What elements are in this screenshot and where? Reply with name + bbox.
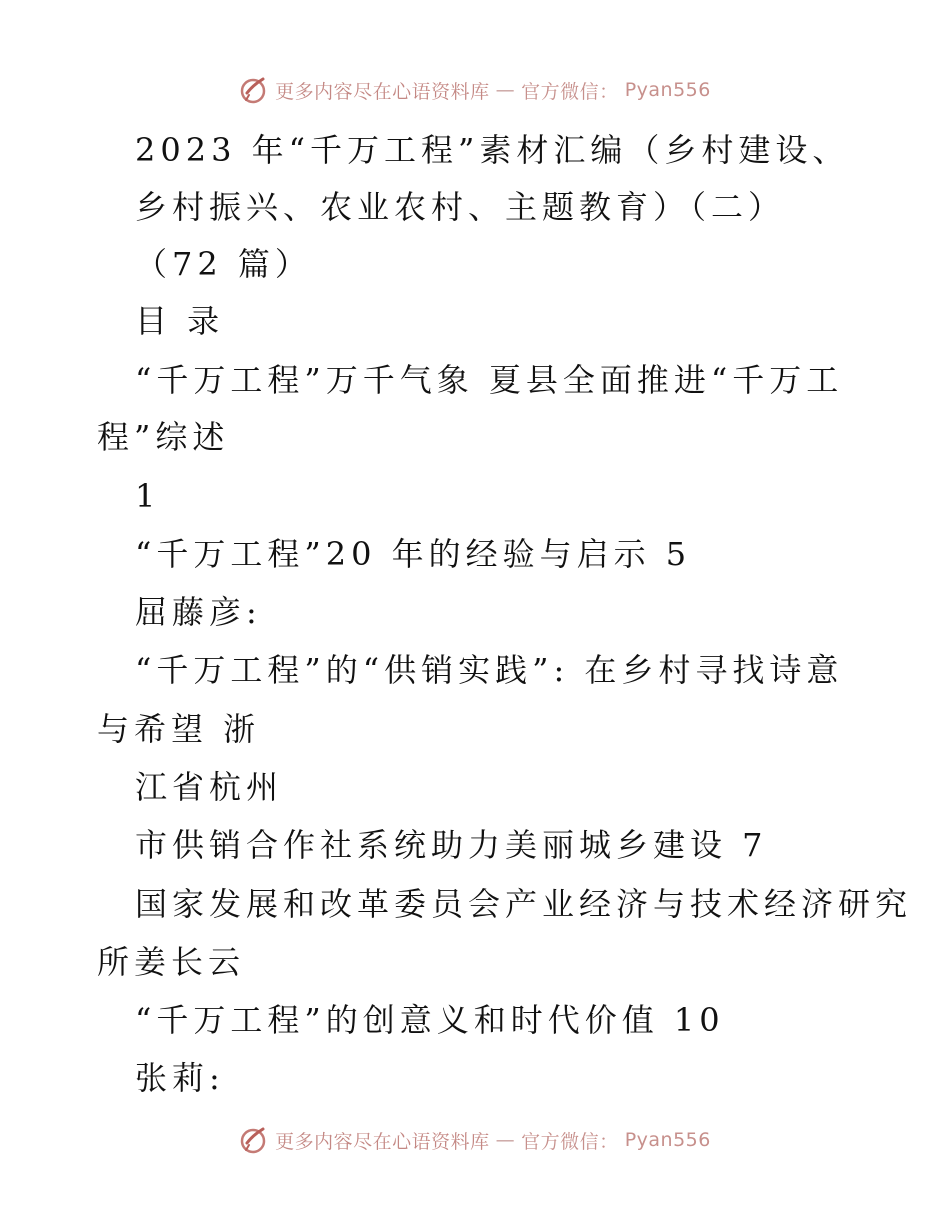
watermark-separator: — bbox=[495, 1129, 516, 1151]
pen-logo-icon bbox=[239, 75, 269, 105]
toc-entry-1: “千万工程”万千气象 夏县全面推进“千万工 bbox=[135, 361, 844, 399]
title-line-2: 乡村振兴、农业农村、主题教育）（二） bbox=[135, 188, 786, 226]
toc-entry-3-cont-2: 江省杭州 bbox=[135, 768, 284, 806]
watermark-wechat-id: Pyan556 bbox=[624, 1129, 711, 1151]
toc-entry-1-cont: 程”综述 bbox=[97, 418, 230, 456]
toc-heading: 目 录 bbox=[135, 302, 225, 340]
watermark-text: 更多内容尽在心语资料库 bbox=[275, 80, 490, 103]
title-line-1: 2023 年“千万工程”素材汇编（乡村建设、 bbox=[135, 131, 850, 169]
toc-author-2: 国家发展和改革委员会产业经济与技术经济研究 bbox=[135, 885, 913, 923]
toc-author-2-cont: 所姜长云 bbox=[97, 943, 246, 981]
watermark-wechat-id: Pyan556 bbox=[624, 79, 711, 101]
toc-entry-3-cont-3: 市供销合作社系统助力美丽城乡建设 7 bbox=[135, 826, 768, 864]
toc-entry-4: “千万工程”的创意义和时代价值 10 bbox=[135, 1001, 725, 1039]
footer-watermark bbox=[0, 1120, 950, 1160]
watermark-wechat-label: 官方微信： bbox=[521, 80, 619, 103]
toc-author-3: 张莉: bbox=[135, 1059, 225, 1097]
watermark-separator: — bbox=[495, 79, 516, 101]
toc-entry-3: “千万工程”的“供销实践”: 在乡村寻找诗意 bbox=[135, 651, 844, 689]
header-watermark bbox=[0, 70, 950, 110]
toc-entry-1-page: 1 bbox=[135, 477, 161, 515]
watermark-wechat-label: 官方微信： bbox=[521, 1130, 619, 1153]
toc-entry-2: “千万工程”20 年的经验与启示 5 bbox=[135, 535, 692, 573]
title-line-3: （72 篇） bbox=[135, 245, 312, 283]
pen-logo-icon bbox=[239, 1125, 269, 1155]
watermark-text: 更多内容尽在心语资料库 bbox=[275, 1130, 490, 1153]
toc-entry-3-cont: 与希望 浙 bbox=[97, 710, 261, 748]
toc-author-1: 屈藤彦: bbox=[135, 593, 262, 631]
